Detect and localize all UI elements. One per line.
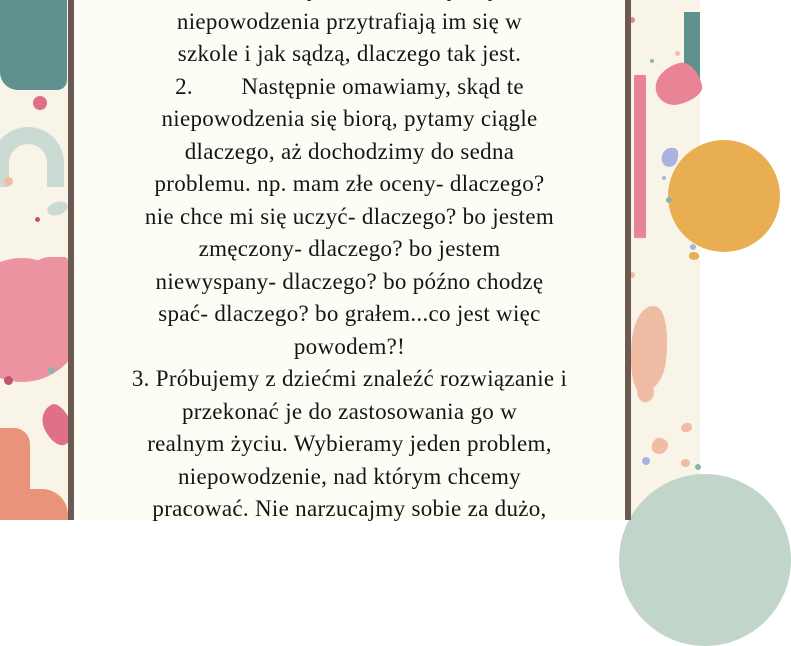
decor-orange-circle [668, 140, 780, 252]
decor-pink-dot [33, 96, 47, 110]
decor-lavender-microdot [662, 176, 666, 180]
decor-peach-chip [680, 422, 693, 433]
decor-mint-circle [619, 474, 791, 646]
decor-lavender-dot [690, 244, 696, 250]
decor-peach-dot [4, 177, 13, 186]
decor-peach-brush-blob [627, 305, 670, 394]
text-line: problemu. np. mam złe oceny- dlaczego? [154, 171, 545, 196]
text-line: nie chce mi się uczyć- dlaczego? bo jestem [144, 203, 555, 229]
text-line: spać- dlaczego? bo grałem...co jest więc [158, 301, 541, 326]
text-line: realnym życiu. Wybieramy jeden problem, [147, 431, 552, 456]
decor-peach-dot-2 [681, 459, 690, 467]
left-frame-border [68, 0, 74, 520]
text-line: niepowodzenia przytrafiają im się w [176, 8, 523, 34]
text-line: 3. Próbujemy z dziećmi znaleźć rozwiązanie i [131, 366, 568, 391]
text-line: niewyspany- dlaczego? bo późno chodzę [155, 268, 544, 294]
decor-orange-chip [688, 251, 700, 262]
text-line: zmęczony- dlaczego? bo jestem [198, 236, 501, 261]
text-line: 2. Następnie omawiamy, skąd te [175, 73, 524, 99]
decor-peach-microdot [675, 51, 680, 56]
decor-lavender-dot-2 [642, 457, 650, 465]
text-line: dlaczego, aż dochodzimy do sedna [184, 138, 515, 164]
decor-gray-microdot [650, 59, 654, 63]
text-line: przekonać je do zastosowania go w [182, 398, 517, 424]
decor-salmon-base [0, 489, 68, 520]
decor-crimson-microdot [35, 217, 40, 222]
decor-teal-microdot [666, 197, 672, 203]
decor-peach-chip-2 [651, 437, 670, 456]
text-line: pracować. Nie narzucajmy sobie za dużo, [152, 496, 547, 521]
text-line: szkole i jak sądzą, dlaczego tak jest. [177, 41, 522, 66]
left-decor-strip [0, 0, 68, 520]
content-panel [74, 0, 625, 520]
right-frame-border [625, 0, 631, 520]
text-line: niepowodzenia się biorą, pytamy ciągle [161, 106, 538, 131]
decor-pink-bar [634, 75, 646, 238]
text-lines [74, 0, 625, 526]
decor-teal-dot-2 [695, 464, 701, 470]
right-decor-strip [631, 0, 700, 520]
text-line: powodem?! [293, 333, 406, 359]
decor-crimson-dot [4, 376, 13, 385]
decor-teal-block-left [0, 0, 67, 90]
decor-teal-dot [48, 367, 55, 374]
decor-sage-bean [46, 199, 70, 218]
text-line: niepowodzenie, nad którym chcemy [178, 463, 521, 489]
